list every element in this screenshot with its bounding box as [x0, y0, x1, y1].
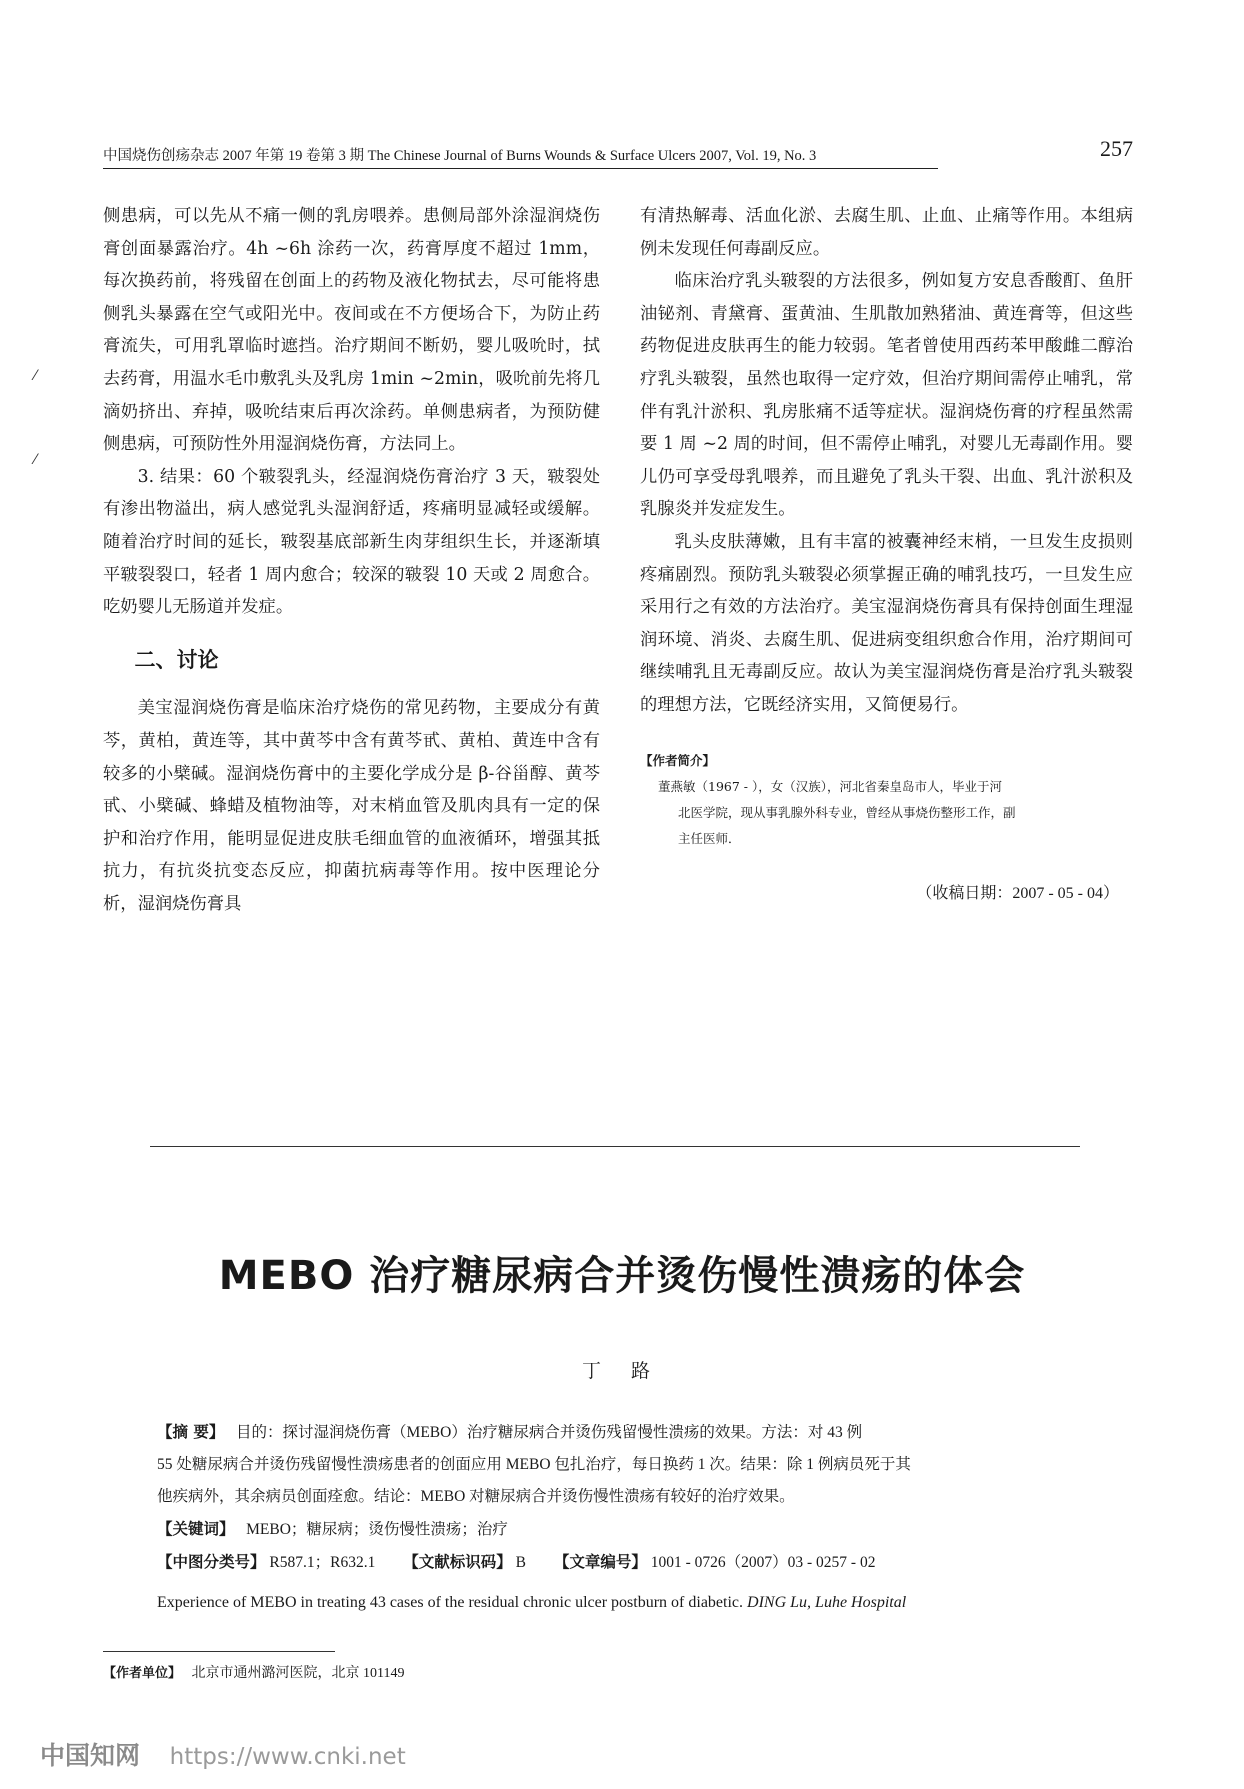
english-title-text: Experience of MEBO in treating 43 cases of the residual chronic ulcer postburn of diabetic. [157, 1594, 744, 1611]
paragraph: 有清热解毒、活血化淤、去腐生肌、止血、止痛等作用。本组病例未发现任何毒副反应。 [640, 206, 1133, 259]
abstract-line: 55 处糖尿病合并烫伤残留慢性溃疡患者的创面应用 MEBO 包扎治疗，每日换药 1 次。结果：除 1 例病员死于其 [157, 1456, 911, 1473]
doc-code-label: 【文献标识码】 [403, 1553, 512, 1571]
article-title: MEBO 治疗糖尿病合并烫伤慢性溃疡的体会 [218, 1253, 1026, 1299]
scan-mark: ⁄ [34, 452, 37, 468]
paragraph: 乳头皮肤薄嫩，且有丰富的被囊神经末梢，一旦发生皮损则疼痛剧烈。预防乳头皲裂必须掌握正确的哺乳技巧，一旦发生应采用行之有效的方法治疗。美宝湿润烧伤膏具有保持创面生理湿润环境、消炎、去腐生肌、促进病变组织愈合作用，治疗期间可继续哺乳且无毒副反应。故认为美宝湿润烧伤膏是治疗乳头皲裂的理想方法，它既经济实用，又简便易行。 [640, 531, 1133, 715]
author-intro-line: 董燕敏（1967 - ），女（汉族），河北省秦皇岛市人，毕业于河 [658, 778, 1002, 794]
article-no-label: 【文章编号】 [553, 1553, 647, 1571]
section-heading: 二、讨论 [134, 647, 219, 672]
scan-mark: ⁄ [34, 368, 37, 384]
classification-line [157, 1546, 1077, 1579]
abstract-line [157, 1416, 1077, 1449]
keywords-label: 【关键词】 [157, 1520, 235, 1538]
english-author: DING Lu, Luhe Hospital [747, 1594, 907, 1611]
keywords-line [157, 1513, 1077, 1546]
author-intro [640, 748, 1133, 852]
footnote-label: 【作者单位】 [103, 1666, 182, 1681]
footnote-text: 北京市通州潞河医院，北京 101149 [191, 1666, 405, 1681]
abstract-block [157, 1416, 1077, 1579]
paragraph: 3. 结果：60 个皲裂乳头，经湿润烧伤膏治疗 3 天，皲裂处有渗出物溢出，病人感觉乳头湿润舒适，疼痛明显减轻或缓解。随着治疗时间的延长，皲裂基底部新生肉芽组织生长，并逐渐填平皲裂裂口，轻者 1 周内愈合；较深的皲裂 10 天或 2 周愈合。吃奶婴儿无肠道并发症。 [103, 466, 600, 618]
footnote-rule [103, 1651, 335, 1652]
running-header [103, 136, 1133, 165]
left-column [103, 200, 600, 920]
watermark [40, 1736, 406, 1772]
english-title [157, 1594, 1037, 1612]
abstract-label: 【摘 要】 [157, 1423, 225, 1441]
author-intro-line: 主任医师． [678, 830, 741, 846]
author-intro-line: 北医学院，现从事乳腺外科专业，曾经从事烧伤整形工作，副 [678, 804, 1016, 820]
journal-citation: 中国烧伤创疡杂志 2007 年第 19 卷第 3 期 The Chinese Journal of Burns Wounds & Surface Ulcers 2007, Vol. 19, No. 3 [103, 148, 817, 164]
header-rule [103, 168, 938, 169]
abstract-line: 他疾病外，其余病员创面痊愈。结论：MEBO 对糖尿病合并烫伤慢性溃疡有较好的治疗效果。 [157, 1488, 795, 1505]
article-author: 丁 路 [581, 1360, 663, 1382]
author-intro-label: 【作者简介】 [640, 752, 716, 768]
right-column [640, 200, 1133, 910]
footnote [103, 1662, 405, 1682]
article-divider [150, 1146, 1080, 1147]
abstract-text: 目的：探讨湿润烧伤膏（MEBO）治疗糖尿病合并烫伤残留慢性溃疡的效果。方法：对 43 例 [236, 1424, 863, 1441]
keywords-text: MEBO；糖尿病；烫伤慢性溃疡；治疗 [246, 1521, 508, 1538]
page-number: 257 [1100, 136, 1133, 161]
paragraph: 临床治疗乳头皲裂的方法很多，例如复方安息香酸酊、鱼肝油铋剂、青黛膏、蛋黄油、生肌散加熟猪油、黄连膏等，但这些药物促进皮肤再生的能力较弱。笔者曾使用西药苯甲酸雌二醇治疗乳头皲裂，虽然也取得一定疗效，但治疗期间需停止哺乳，常伴有乳汁淤积、乳房胀痛不适等症状。湿润烧伤膏的疗程虽然需要 1 周 ~2 周的时间，但不需停止哺乳，对婴儿无毒副作用。婴儿仍可享受母乳喂养，而且避免了乳头干裂、出血、乳汁淤积及乳腺炎并发症发生。 [640, 271, 1133, 520]
paragraph: 侧患病，可以先从不痛一侧的乳房喂养。患侧局部外涂湿润烧伤膏创面暴露治疗。4h ~6h 涂药一次，药膏厚度不超过 1mm，每次换药前，将残留在创面上的药物及液化物拭去，尽可能将患侧乳头暴露在空气或阳光中。夜间或在不方便场合下，为防止药膏流失，可用乳罩临时遮挡。治疗期间不断奶，婴儿吸吮时，拭去药膏，用温水毛巾敷乳头及乳房 1min ~2min，吸吮前先将几滴奶挤出、弃掉，吸吮结束后再次涂药。单侧患病者，为预防健侧患病，可预防性外用湿润烧伤膏，方法同上。 [103, 206, 600, 455]
cnki-logo: 中国知网 [40, 1741, 141, 1770]
watermark-url: https://www.cnki.net [169, 1744, 406, 1770]
clc-value: R587.1；R632.1 [269, 1554, 376, 1571]
paragraph: 美宝湿润烧伤膏是临床治疗烧伤的常见药物，主要成分有黄芩，黄柏，黄连等，其中黄芩中含有黄芩甙、黄柏、黄连中含有较多的小檗碱。湿润烧伤膏中的主要化学成分是 β-谷甾醇、黄芩甙、小檗碱、蜂蜡及植物油等，对末梢血管及肌肉具有一定的保护和治疗作用，能明显促进皮肤毛细血管的血液循环，增强其抵抗力，有抗炎抗变态反应，抑菌抗病毒等作用。按中医理论分析，湿润烧伤膏具 [103, 698, 600, 914]
doc-code-value: B [515, 1554, 526, 1571]
received-date: （收稿日期：2007 - 05 - 04） [916, 884, 1119, 902]
clc-label: 【中图分类号】 [157, 1553, 266, 1571]
article-no-value: 1001 - 0726（2007）03 - 0257 - 02 [650, 1554, 876, 1571]
